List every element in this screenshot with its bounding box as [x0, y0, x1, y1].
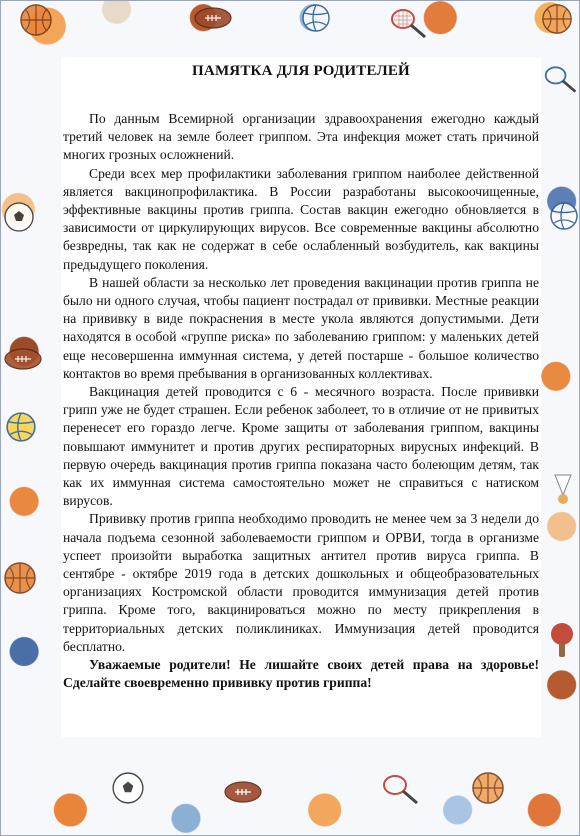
memo-sheet — [61, 57, 541, 737]
paragraph: Прививку против гриппа необходимо проводить не менее чем за 3 недели до начала подъема сезонной заболеваемости гриппом и ОРВИ, тогда в организме успеет произойти выработка защитных антител против вируса гриппа. В сентябре - октябре 2019 года в детских дошкольных и общеобразовательных организациях Костромской области проводится иммунизация детей против гриппа. Кроме того, вакцинироваться можно по месту прикрепления в территориальных детских поликлиниках. Иммунизация детей проводится бесплатно. — [63, 511, 539, 654]
football-icon — [193, 5, 233, 31]
paragraph: В нашей области за несколько лет проведения вакцинации против гриппа не было ни одного случая, чтобы пациент пострадал от прививки. Местные реакции на прививку в виде покраснения в месте укола являются допустимыми. Дети находятся в особой «группе риска» по заболеванию гриппом: у маленьких детей еще несовершенна иммунная система, у детей постарше - большое количество контактов во время пребывания в организованных коллективах. — [63, 274, 539, 381]
ping-pong-paddle-icon — [547, 621, 577, 659]
tennis-racket-icon — [389, 7, 429, 39]
soccer-ball-icon — [111, 771, 145, 805]
volleyball-icon — [5, 411, 37, 443]
basketball-icon — [3, 561, 37, 595]
closing-appeal: Уважаемые родители! Не лишайте своих детей права на здоровье! Сделайте своевременно прививку против гриппа! — [63, 657, 539, 691]
paragraph: По данным Всемирной организации здравоохранения ежегодно каждый третий человек на земле болеет гриппом. Эта инфекция может стать причиной многих грозных осложнений. — [63, 111, 539, 163]
document-title: ПАМЯТКА ДЛЯ РОДИТЕЛЕЙ — [192, 63, 410, 79]
shuttlecock-icon — [549, 471, 577, 505]
paragraph: Вакцинация детей проводится с 6 - месячного возраста. После прививки грипп уже не будет страшен. Если ребенок заболеет, то в отличие от не привитых перенесет его гораздо легче. Кроме защиты от заболевания гриппом, вакцины повышают иммунитет и против других респираторных вирусных инфекций. В первую очередь вакцинация против гриппа показана часто болеющим детям, так как их иммунная система самостоятельно может не справиться с натиском вирусов. — [63, 384, 539, 509]
basketball-icon — [471, 771, 505, 805]
tennis-racket-icon — [381, 773, 421, 805]
volleyball-icon — [549, 201, 579, 231]
tennis-racket-icon — [543, 61, 579, 97]
soccer-ball-icon — [3, 201, 35, 233]
football-icon — [3, 346, 43, 372]
football-icon — [223, 779, 263, 805]
basketball-icon — [541, 3, 573, 35]
volleyball-icon — [301, 3, 331, 33]
basketball-icon — [19, 3, 53, 37]
paragraph: Среди всех мер профилактики заболевания гриппом наиболее действенной является вакцинопрофилактика. В России разработаны высокоочищенные, эффективные вакцины против гриппа. Состав вакцин ежегодно обновляется в зависимости от циркулирующих вирусов. Все современные вакцины абсолютно безвредны, так как не содержат в себе ослабленный возбудитель, как вакцины предыдущего поколения. — [63, 165, 539, 272]
